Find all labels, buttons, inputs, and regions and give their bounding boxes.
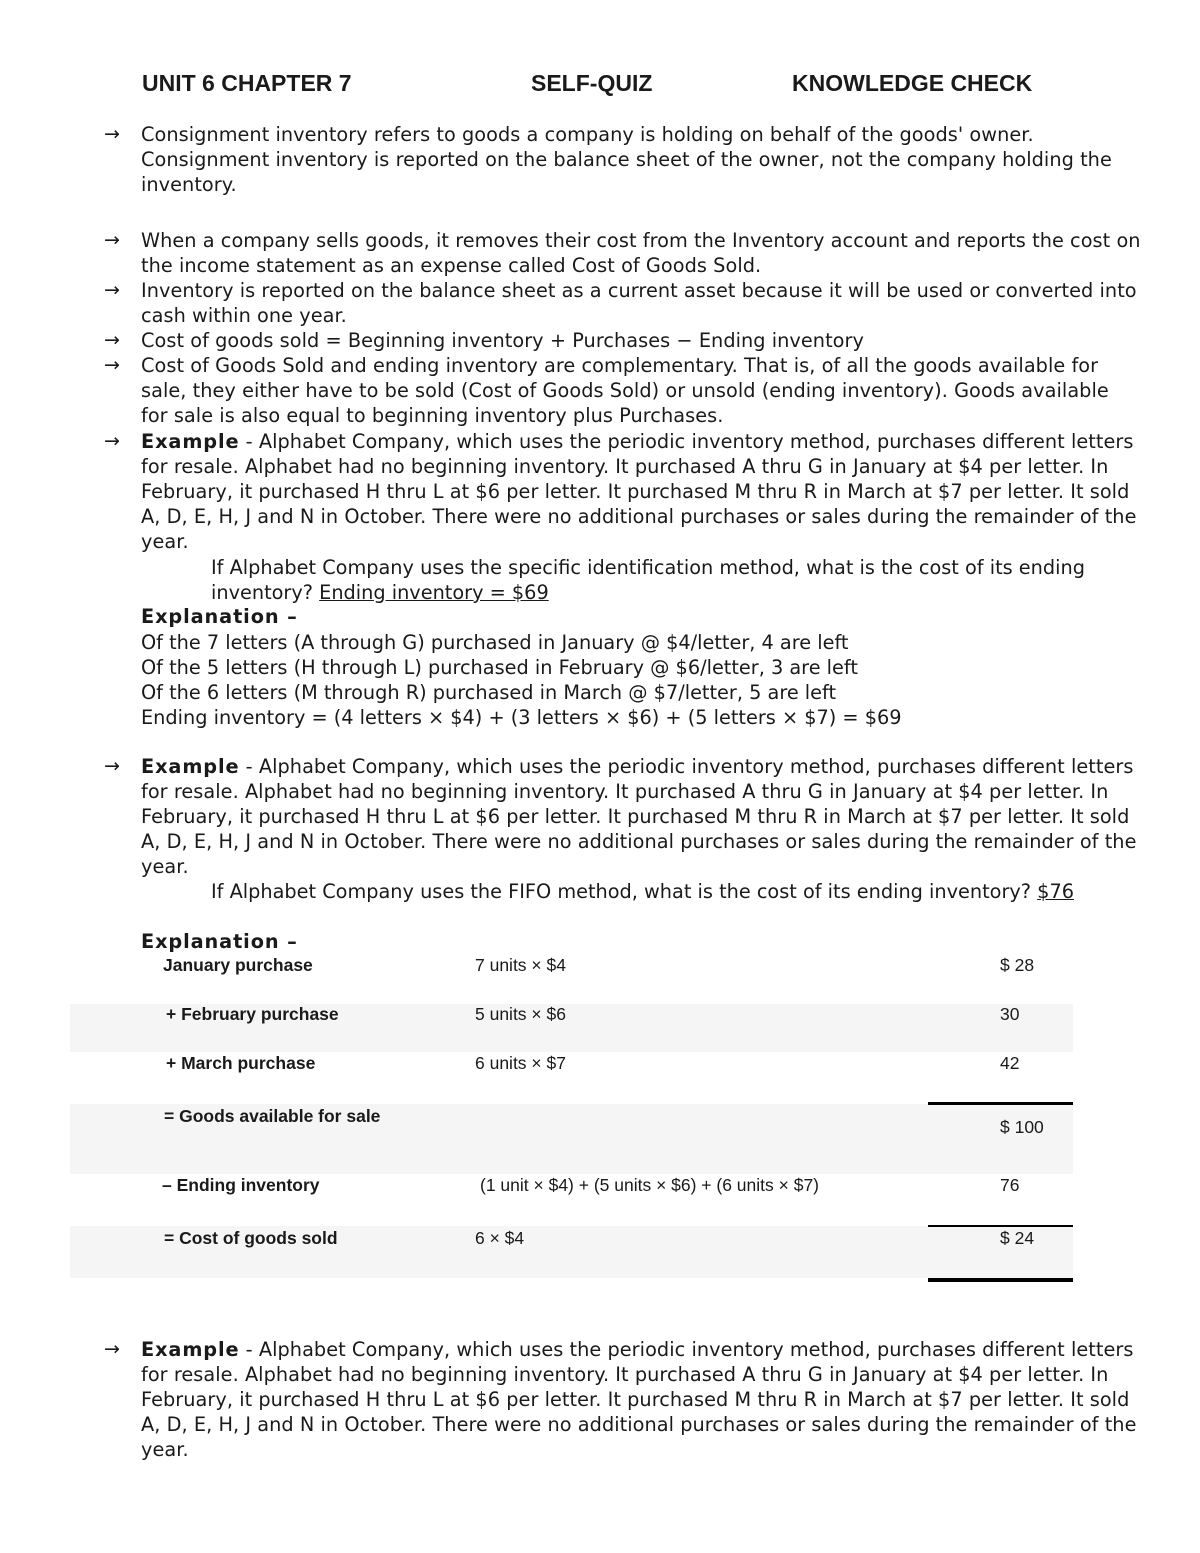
row-label: + February purchase [166, 1004, 339, 1024]
row-amount: 30 [1000, 1004, 1020, 1024]
arrow-icon: → [104, 430, 120, 452]
subtotal-rule [928, 1102, 1073, 1105]
row-label: = Cost of goods sold [164, 1228, 338, 1248]
arrow-icon: → [104, 279, 120, 301]
arrow-icon: → [104, 329, 120, 351]
example-1-question: If Alphabet Company uses the specific identification method, what is the cost of its ending inventory? Ending inventory = $69 [211, 556, 1085, 604]
row-calc: (1 unit × $4) + (5 units × $6) + (6 units × $7) [480, 1175, 820, 1195]
example-label: Example [141, 755, 240, 778]
example-2-answer: $76 [1037, 880, 1074, 903]
row-calc: 6 × $4 [475, 1228, 525, 1248]
bullet-sells-goods: When a company sells goods, it removes their cost from the Inventory account and reports the cost on the income statement as an expense called Cost of Goods Sold. [141, 229, 1141, 277]
bullet-consignment: Consignment inventory refers to goods a company is holding on behalf of the goods' owner. Consignment inventory is reported on the balance sheet of the owner, not the company holding the inventory. [141, 123, 1112, 196]
bullet-complementary: Cost of Goods Sold and ending inventory are complementary. That is, of all the goods available for sale, they either have to be sold (Cost of Goods Sold) or unsold (ending inventory). Goods available for sale is also equal to beginning inventory plus Purchases. [141, 354, 1109, 427]
table-row [70, 1004, 1073, 1052]
arrow-icon: → [104, 354, 120, 376]
arrow-icon: → [104, 123, 120, 145]
explanation-line: Of the 6 letters (M through R) purchased in March @ $7/letter, 5 are left [141, 681, 837, 704]
table-row [70, 1175, 1073, 1225]
row-amount: $ 24 [1000, 1228, 1035, 1248]
example-2-question: If Alphabet Company uses the FIFO method, what is the cost of its ending inventory? $76 [211, 880, 1074, 903]
bullet-cogs-formula: Cost of goods sold = Beginning inventory + Purchases − Ending inventory [141, 329, 864, 352]
subtotal-rule [928, 1225, 1073, 1227]
explanation-line: Of the 7 letters (A through G) purchased in January @ $4/letter, 4 are left [141, 631, 849, 654]
example-2 [141, 754, 1141, 879]
row-label: January purchase [163, 955, 313, 975]
example-text: - Alphabet Company, which uses the periodic inventory method, purchases different letters for resale. Alphabet had no beginning inventory. It purchased A thru G in January at $4 per letter. In February, it purchased H thru L at $6 per letter. It purchased M thru R in March at $7 per letter. It sold A, D, E, H, J and N in October. There were no additional purchases or sales during the remainder of the year. [141, 1338, 1137, 1461]
example-1-explanation-label: Explanation – [141, 605, 298, 628]
row-calc: 5 units × $6 [475, 1004, 566, 1024]
table-row [70, 1104, 1073, 1174]
example-2-explanation-label: Explanation – [141, 930, 298, 953]
table-row [70, 1053, 1073, 1103]
example-1 [141, 429, 1141, 554]
example-text: - Alphabet Company, which uses the periodic inventory method, purchases different letters for resale. Alphabet had no beginning inventory. It purchased A thru G in January at $4 per letter. In February, it purchased H thru L at $6 per letter. It purchased M thru R in March at $7 per letter. It sold A, D, E, H, J and N in October. There were no additional purchases or sales during the remainder of the year. [141, 755, 1137, 878]
example-3 [141, 1337, 1141, 1462]
example-1-answer: Ending inventory = $69 [319, 581, 549, 604]
example-label: Example [141, 430, 240, 453]
row-amount: $ 100 [1000, 1117, 1044, 1137]
bullet-current-asset: Inventory is reported on the balance sheet as a current asset because it will be used or converted into cash within one year. [141, 279, 1137, 327]
total-double-rule [928, 1278, 1073, 1282]
row-label: = Goods available for sale [164, 1106, 381, 1126]
row-calc: 7 units × $4 [475, 955, 566, 975]
example-text: - Alphabet Company, which uses the periodic inventory method, purchases different letters for resale. Alphabet had no beginning inventory. It purchased A thru G in January at $4 per letter. In February, it purchased H thru L at $6 per letter. It purchased M thru R in March at $7 per letter. It sold A, D, E, H, J and N in October. There were no additional purchases or sales during the remainder of the year. [141, 430, 1137, 553]
row-amount: 76 [1000, 1175, 1020, 1195]
arrow-icon: → [104, 1338, 120, 1360]
quiz-title: SELF-QUIZ [531, 70, 653, 96]
row-label: + March purchase [166, 1053, 316, 1073]
explanation-line: Of the 5 letters (H through L) purchased in February @ $6/letter, 3 are left [141, 656, 858, 679]
arrow-icon: → [104, 229, 120, 251]
explanation-line: Ending inventory = (4 letters × $4) + (3 letters × $6) + (5 letters × $7) = $69 [141, 706, 902, 729]
row-label: – Ending inventory [162, 1175, 320, 1195]
row-calc: 6 units × $7 [475, 1053, 566, 1073]
page-header [0, 70, 1200, 104]
table-row [70, 1226, 1073, 1278]
unit-title: UNIT 6 CHAPTER 7 [142, 70, 352, 96]
example-label: Example [141, 1338, 240, 1361]
knowledge-check-title: KNOWLEDGE CHECK [792, 70, 1033, 96]
row-amount: 42 [1000, 1053, 1020, 1073]
table-row [70, 955, 1073, 1003]
arrow-icon: → [104, 755, 120, 777]
row-amount: $ 28 [1000, 955, 1035, 975]
